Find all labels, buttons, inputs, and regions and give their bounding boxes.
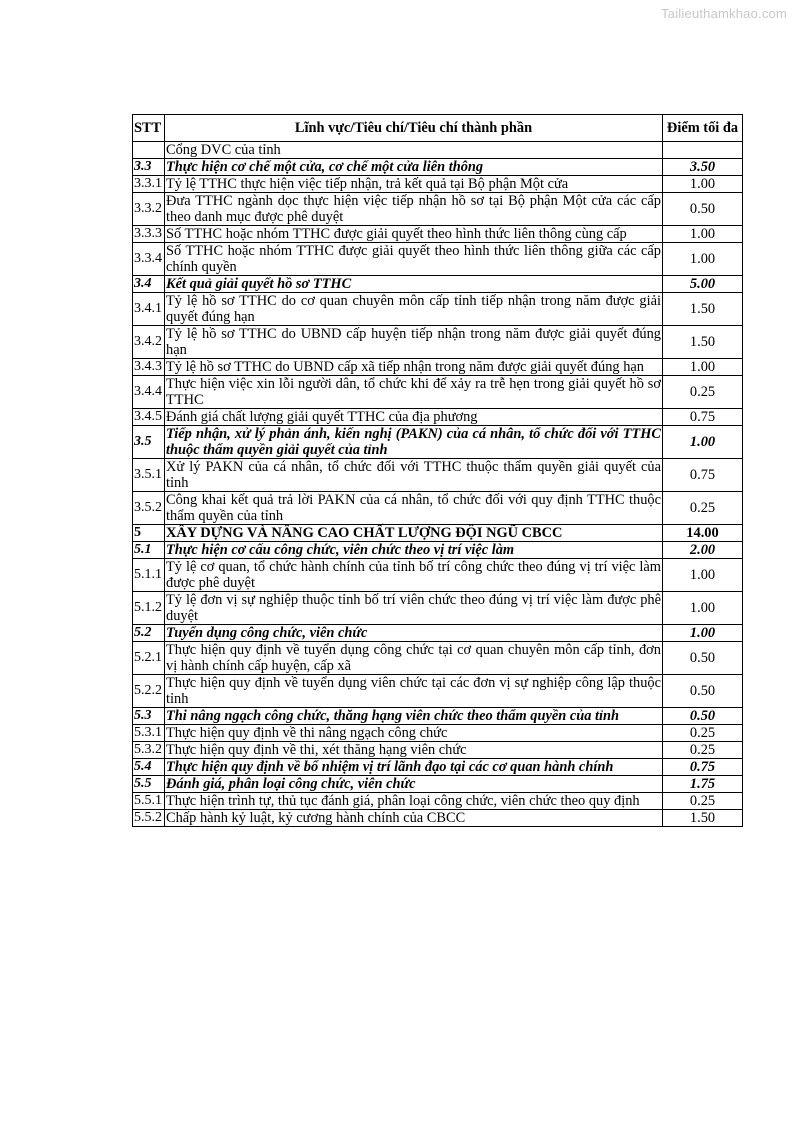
row-criteria: Đánh giá chất lượng giải quyết TTHC của địa phương (165, 409, 663, 426)
row-max-score: 1.00 (663, 592, 743, 625)
row-max-score: 1.50 (663, 293, 743, 326)
table-row (133, 793, 743, 810)
row-criteria: Số TTHC hoặc nhóm TTHC được giải quyết theo hình thức liên thông cùng cấp (165, 226, 663, 243)
row-stt (133, 142, 165, 159)
row-criteria: XÂY DỰNG VÀ NÂNG CAO CHẤT LƯỢNG ĐỘI NGŨ CBCC (165, 525, 663, 542)
table-row (133, 276, 743, 293)
row-stt: 5.3.2 (133, 742, 165, 759)
row-max-score: 1.00 (663, 359, 743, 376)
table-row (133, 142, 743, 159)
row-stt: 5.3.1 (133, 725, 165, 742)
row-max-score: 5.00 (663, 276, 743, 293)
table-row (133, 642, 743, 675)
row-max-score: 0.50 (663, 193, 743, 226)
watermark-text: Tailieuthamkhao.com (661, 6, 787, 21)
row-stt: 3.3.2 (133, 193, 165, 226)
row-stt: 3.4.5 (133, 409, 165, 426)
table-row (133, 776, 743, 793)
row-stt: 5.5.1 (133, 793, 165, 810)
row-max-score: 2.00 (663, 542, 743, 559)
row-criteria: Tiếp nhận, xử lý phản ánh, kiến nghị (PAKN) của cá nhân, tổ chức đối với TTHC thuộc thẩm quyền giải quyết của tỉnh (166, 426, 661, 458)
table-row (133, 542, 743, 559)
table-row (133, 426, 743, 459)
row-criteria: Thực hiện quy định về tuyển dụng viên chức tại các đơn vị sự nghiệp công lập thuộc tỉnh (166, 675, 661, 707)
table-row (133, 193, 743, 226)
row-criteria: Thi nâng ngạch công chức, thăng hạng viên chức theo thẩm quyền của tỉnh (165, 708, 663, 725)
table-row (133, 459, 743, 492)
table-row (133, 226, 743, 243)
row-max-score: 0.25 (663, 793, 743, 810)
row-max-score: 1.50 (663, 810, 743, 827)
table-row (133, 625, 743, 642)
table-row (133, 708, 743, 725)
row-stt: 3.3.1 (133, 176, 165, 193)
row-criteria: Thực hiện trình tự, thủ tục đánh giá, phân loại công chức, viên chức theo quy định (165, 793, 663, 810)
row-max-score: 1.00 (663, 176, 743, 193)
row-stt: 5.1 (133, 542, 165, 559)
row-max-score: 0.50 (663, 642, 743, 675)
table-row (133, 376, 743, 409)
table-row (133, 810, 743, 827)
table-row (133, 176, 743, 193)
row-stt: 3.3 (133, 159, 165, 176)
row-max-score: 0.75 (663, 409, 743, 426)
row-stt: 5.4 (133, 759, 165, 776)
table-row (133, 725, 743, 742)
header-row (133, 115, 743, 142)
row-max-score: 0.25 (663, 725, 743, 742)
row-stt: 5.5 (133, 776, 165, 793)
row-max-score: 1.00 (663, 426, 743, 459)
row-criteria: Thực hiện cơ cấu công chức, viên chức theo vị trí việc làm (165, 542, 663, 559)
table-row (133, 675, 743, 708)
row-stt: 5.1.1 (133, 559, 165, 592)
row-stt: 5.2.2 (133, 675, 165, 708)
header-criteria: Lĩnh vực/Tiêu chí/Tiêu chí thành phần (165, 115, 663, 142)
row-max-score: 1.00 (663, 226, 743, 243)
row-criteria: Số TTHC hoặc nhóm TTHC được giải quyết theo hình thức liên thông giữa các cấp chính quyền (166, 243, 661, 275)
row-max-score: 0.50 (663, 708, 743, 725)
row-stt: 3.4.2 (133, 326, 165, 359)
row-criteria: Thực hiện quy định về tuyển dụng công chức tại cơ quan chuyên môn cấp tỉnh, đơn vị hành chính cấp huyện, cấp xã (166, 642, 661, 674)
row-criteria: Thực hiện quy định về bổ nhiệm vị trí lãnh đạo tại các cơ quan hành chính (165, 759, 663, 776)
row-max-score: 1.00 (663, 559, 743, 592)
row-criteria: Tỷ lệ hồ sơ TTHC do cơ quan chuyên môn cấp tỉnh tiếp nhận trong năm được giải quyết đúng hạn (166, 293, 661, 325)
row-criteria: Thực hiện quy định về thi, xét thăng hạng viên chức (165, 742, 663, 759)
row-criteria: Tuyển dụng công chức, viên chức (165, 625, 663, 642)
row-max-score: 0.75 (663, 759, 743, 776)
row-max-score: 0.75 (663, 459, 743, 492)
row-criteria: Xử lý PAKN của cá nhân, tổ chức đối với TTHC thuộc thẩm quyền giải quyết của tỉnh (166, 459, 661, 491)
table-body (133, 142, 743, 827)
row-stt: 3.4.1 (133, 293, 165, 326)
row-stt: 3.5.2 (133, 492, 165, 525)
table-row (133, 559, 743, 592)
row-criteria: Kết quả giải quyết hồ sơ TTHC (165, 276, 663, 293)
row-stt: 5.2.1 (133, 642, 165, 675)
row-max-score: 0.25 (663, 492, 743, 525)
table-row (133, 293, 743, 326)
row-criteria: Thực hiện quy định về thi nâng ngạch công chức (165, 725, 663, 742)
table-row (133, 759, 743, 776)
table-row (133, 492, 743, 525)
table-row (133, 326, 743, 359)
row-criteria: Tỷ lệ cơ quan, tổ chức hành chính của tỉnh bố trí công chức theo đúng vị trí việc làm được phê duyệt (166, 559, 661, 591)
row-stt: 5 (133, 525, 165, 542)
table-row (133, 409, 743, 426)
table-row (133, 359, 743, 376)
row-max-score: 1.00 (663, 625, 743, 642)
row-stt: 3.5.1 (133, 459, 165, 492)
header-stt: STT (133, 115, 165, 142)
row-max-score: 1.50 (663, 326, 743, 359)
row-stt: 3.3.3 (133, 226, 165, 243)
row-stt: 5.2 (133, 625, 165, 642)
row-stt: 5.5.2 (133, 810, 165, 827)
row-stt: 5.3 (133, 708, 165, 725)
table-header (133, 115, 743, 142)
table-row (133, 159, 743, 176)
row-max-score: 0.25 (663, 742, 743, 759)
row-criteria: Tỷ lệ TTHC thực hiện việc tiếp nhận, trả kết quả tại Bộ phận Một cửa (165, 176, 663, 193)
row-max-score: 0.50 (663, 675, 743, 708)
row-stt: 3.3.4 (133, 243, 165, 276)
row-criteria: Cổng DVC của tỉnh (165, 142, 663, 159)
row-max-score: 0.25 (663, 376, 743, 409)
table-row (133, 742, 743, 759)
row-criteria: Công khai kết quả trả lời PAKN của cá nhân, tổ chức đối với quy định TTHC thuộc thẩm quyền của tỉnh (166, 492, 661, 524)
criteria-score-table (132, 114, 743, 827)
row-criteria: Thực hiện việc xin lỗi người dân, tổ chức khi để xảy ra trễ hẹn trong giải quyết hồ sơ TTHC (166, 376, 661, 408)
row-max-score (663, 142, 743, 159)
row-criteria: Tỷ lệ hồ sơ TTHC do UBND cấp xã tiếp nhận trong năm được giải quyết đúng hạn (165, 359, 663, 376)
row-stt: 3.4 (133, 276, 165, 293)
row-stt: 3.4.4 (133, 376, 165, 409)
row-criteria: Tỷ lệ đơn vị sự nghiệp thuộc tỉnh bố trí viên chức theo đúng vị trí việc làm được phê duyệt (166, 592, 661, 624)
row-stt: 3.5 (133, 426, 165, 459)
row-max-score: 14.00 (663, 525, 743, 542)
table-row (133, 525, 743, 542)
row-criteria: Tỷ lệ hồ sơ TTHC do UBND cấp huyện tiếp nhận trong năm được giải quyết đúng hạn (166, 326, 661, 358)
row-max-score: 1.00 (663, 243, 743, 276)
row-max-score: 3.50 (663, 159, 743, 176)
row-criteria: Đánh giá, phân loại công chức, viên chức (165, 776, 663, 793)
row-stt: 5.1.2 (133, 592, 165, 625)
table-row (133, 243, 743, 276)
row-criteria: Đưa TTHC ngành dọc thực hiện việc tiếp nhận hồ sơ tại Bộ phận Một cửa các cấp theo danh mục được phê duyệt (166, 193, 661, 225)
table-row (133, 592, 743, 625)
row-stt: 3.4.3 (133, 359, 165, 376)
row-max-score: 1.75 (663, 776, 743, 793)
row-criteria: Chấp hành kỷ luật, kỷ cương hành chính của CBCC (165, 810, 663, 827)
row-criteria: Thực hiện cơ chế một cửa, cơ chế một cửa liên thông (165, 159, 663, 176)
header-max-score: Điểm tối đa (663, 115, 743, 142)
